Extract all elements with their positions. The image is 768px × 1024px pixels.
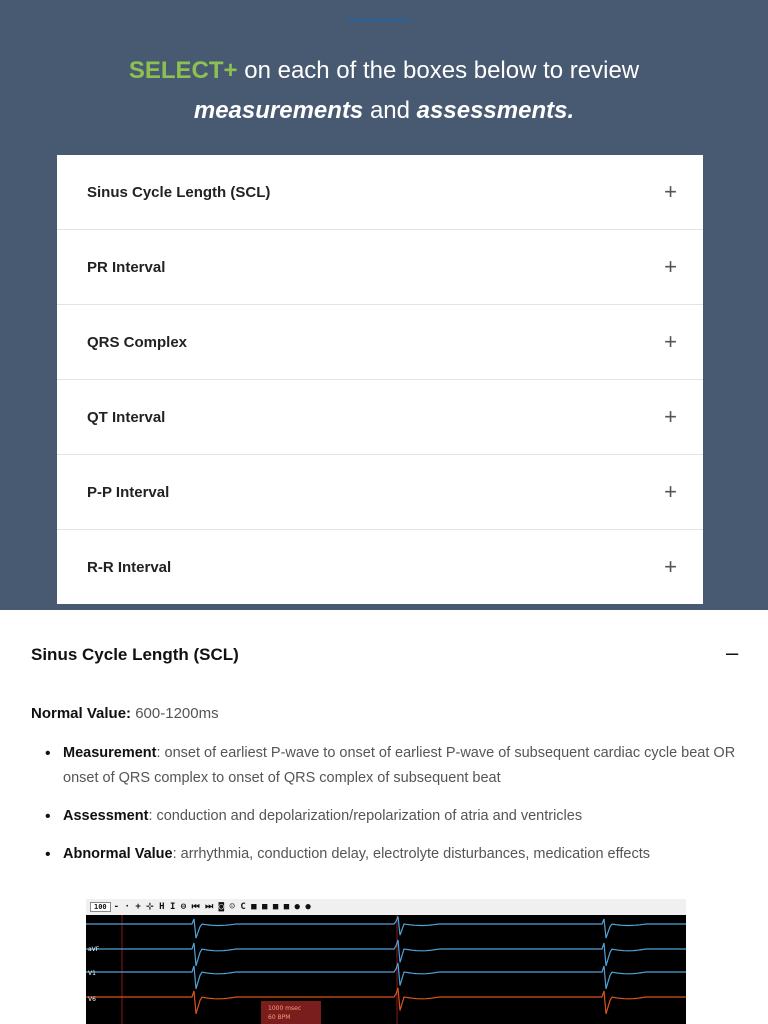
bullet-term: Assessment <box>63 808 149 824</box>
ecg-measure-label: 1000 msec <box>268 1005 302 1012</box>
collapse-icon[interactable]: – <box>726 640 739 665</box>
ecg-toolbar <box>86 899 686 915</box>
assessments-emphasis: assessments. <box>416 97 575 124</box>
detail-bullet-list <box>45 741 745 880</box>
accordion-item-label: QT Interval <box>87 408 166 426</box>
ecg-lead-label: V6 <box>88 996 96 1003</box>
accordion-item-label: PR Interval <box>87 258 166 276</box>
select-accent: SELECT+ <box>128 57 238 84</box>
ecg-traces <box>86 915 686 1024</box>
intro-line-2 <box>0 97 768 125</box>
measurements-accordion <box>57 155 703 604</box>
intro-line-1-text: on each of the boxes below to review <box>237 57 640 84</box>
plus-icon[interactable]: + <box>664 329 677 354</box>
bullet-text: : arrhythmia, conduction delay, electrolyte disturbances, medication effects <box>172 846 650 862</box>
bullet-measurement <box>45 741 745 791</box>
normal-value-label: Normal Value: <box>31 705 132 722</box>
decorative-rule <box>348 19 412 22</box>
accordion-item-pr-interval[interactable] <box>57 230 703 305</box>
normal-value-range: 600-1200ms <box>131 705 219 722</box>
plus-icon[interactable]: + <box>664 179 677 204</box>
accordion-item-scl[interactable] <box>57 155 703 230</box>
plus-icon[interactable]: + <box>664 404 677 429</box>
accordion-item-rr-interval[interactable] <box>57 530 703 604</box>
measurements-emphasis: measurements <box>193 97 364 124</box>
ecg-trace-avf <box>86 940 686 966</box>
bullet-term: Abnormal Value <box>63 846 173 862</box>
plus-icon[interactable]: + <box>664 254 677 279</box>
ecg-toolbar-value: 100 <box>90 902 111 912</box>
accordion-item-label: QRS Complex <box>87 333 188 351</box>
accordion-item-label: R-R Interval <box>87 558 172 576</box>
intro-and: and <box>363 97 417 124</box>
ecg-lead-label: V1 <box>88 970 96 977</box>
ecg-lead-label: aVF <box>88 946 100 953</box>
ecg-trace-v1 <box>86 963 686 989</box>
accordion-item-qt-interval[interactable] <box>57 380 703 455</box>
accordion-item-pp-interval[interactable] <box>57 455 703 530</box>
bullet-text: : conduction and depolarization/repolarization of atria and ventricles <box>148 808 583 824</box>
intro-line-1 <box>0 57 768 85</box>
plus-icon[interactable]: + <box>664 554 677 579</box>
bullet-text: : onset of earliest P-wave to onset of earliest P-wave of subsequent cardiac cycle beat OR onset of QRS complex to onset of QRS complex of subsequent beat <box>63 745 736 786</box>
normal-value <box>31 705 219 722</box>
accordion-item-qrs-complex[interactable] <box>57 305 703 380</box>
detail-title: Sinus Cycle Length (SCL) <box>31 645 239 664</box>
plus-icon[interactable]: + <box>664 479 677 504</box>
ecg-trace-v6 <box>86 988 686 1014</box>
bullet-assessment <box>45 804 745 829</box>
bullet-abnormal-value <box>45 842 745 867</box>
ecg-measure-bpm: 60 BPM <box>268 1014 291 1021</box>
ecg-trace-top <box>86 917 686 939</box>
accordion-item-label: Sinus Cycle Length (SCL) <box>87 183 271 201</box>
ecg-tracing-image <box>86 899 686 1024</box>
accordion-item-label: P-P Interval <box>87 483 170 501</box>
ecg-toolbar-icons: - · + ⊹ H I ⊖ ⏮ ⏭ ◙ ☺ C ■ ■ ■ ■ ● ● <box>113 902 311 912</box>
bullet-term: Measurement <box>63 745 157 761</box>
